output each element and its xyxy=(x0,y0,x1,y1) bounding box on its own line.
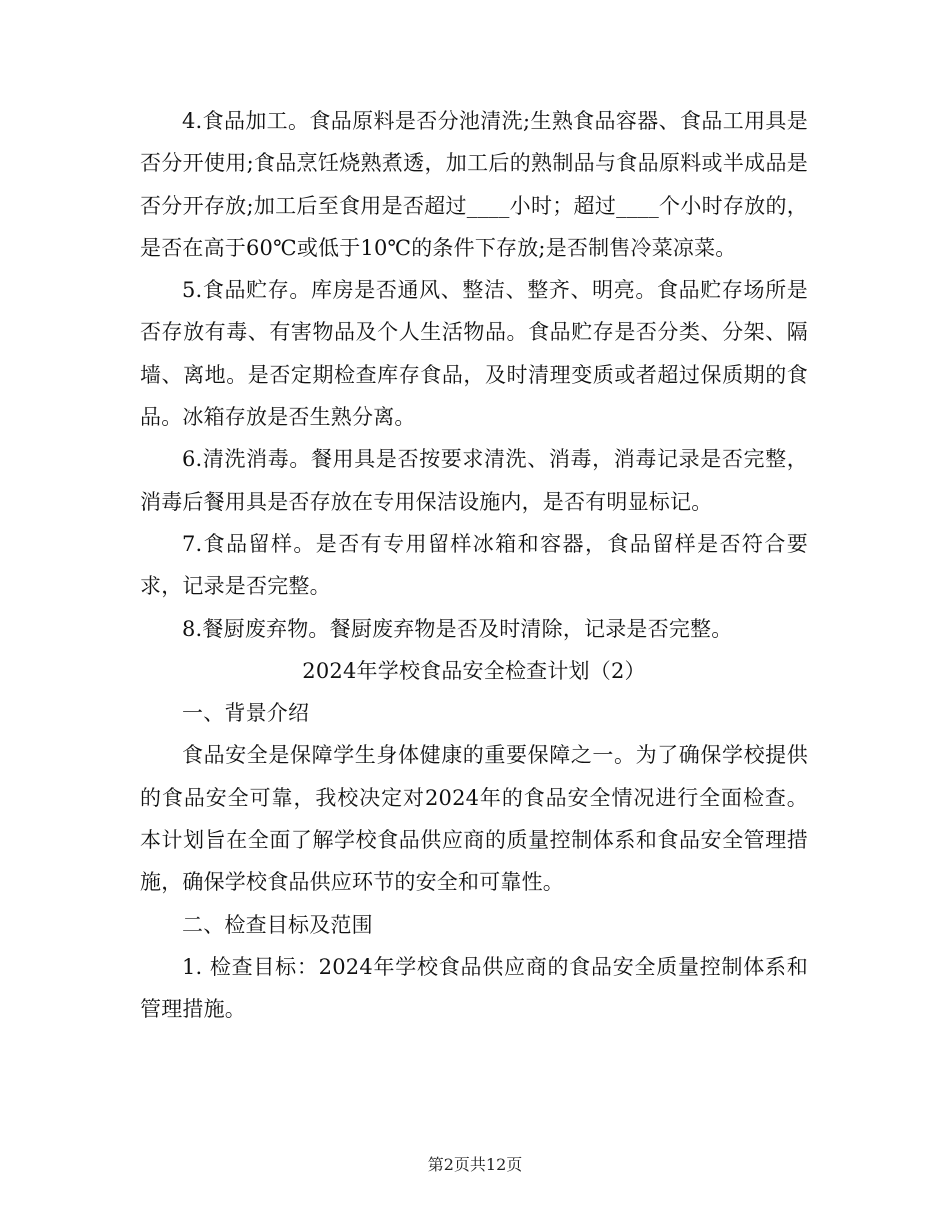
document-title: 2024年学校食品安全检查计划（2） xyxy=(302,658,646,683)
paragraph-food-processing: 4.食品加工。食品原料是否分池清洗;生熟食品容器、食品工用具是否分开使用;食品烹饪烧熟煮透，加工后的熟制品与食品原料或半成品是否分开存放;加工后至食用是否超过____小时；超过____个小时存放的，是否在高于60℃或低于10℃的条件下存放;是否制售冷菜凉菜。 xyxy=(140,109,808,260)
page-number-footer: 第2页共12页 xyxy=(427,1155,523,1174)
section-heading-objectives: 二、检查目标及范围 xyxy=(182,912,373,937)
paragraph-background: 食品安全是保障学生身体健康的重要保障之一。为了确保学校提供的食品安全可靠，我校决定对2024年的食品安全情况进行全面检查。本计划旨在全面了解学校食品供应商的质量控制体系和食品安全管理措施，确保学校食品供应环节的安全和可靠性。 xyxy=(140,743,808,895)
paragraph-food-storage: 5.食品贮存。库房是否通风、整洁、整齐、明亮。食品贮存场所是否存放有毒、有害物品及个人生活物品。食品贮存是否分类、分架、隔墙、离地。是否定期检查库存食品，及时清理变质或者超过保质期的食品。冰箱存放是否生熟分离。 xyxy=(140,278,808,430)
section-heading-background: 一、背景介绍 xyxy=(182,701,310,726)
document-body xyxy=(140,100,808,1031)
paragraph-kitchen-waste: 8.餐厨废弃物。餐厨废弃物是否及时清除，记录是否完整。 xyxy=(182,616,733,641)
paragraph-cleaning-disinfection: 6.清洗消毒。餐用具是否按要求清洗、消毒，消毒记录是否完整，消毒后餐用具是否存放在专用保洁设施内，是否有明显标记。 xyxy=(140,447,808,514)
paragraph-objective-item: 1. 检查目标：2024年学校食品供应商的食品安全质量控制体系和管理措施。 xyxy=(140,954,808,1022)
paragraph-food-sampling: 7.食品留样。是否有专用留样冰箱和容器，食品留样是否符合要求，记录是否完整。 xyxy=(140,531,808,599)
